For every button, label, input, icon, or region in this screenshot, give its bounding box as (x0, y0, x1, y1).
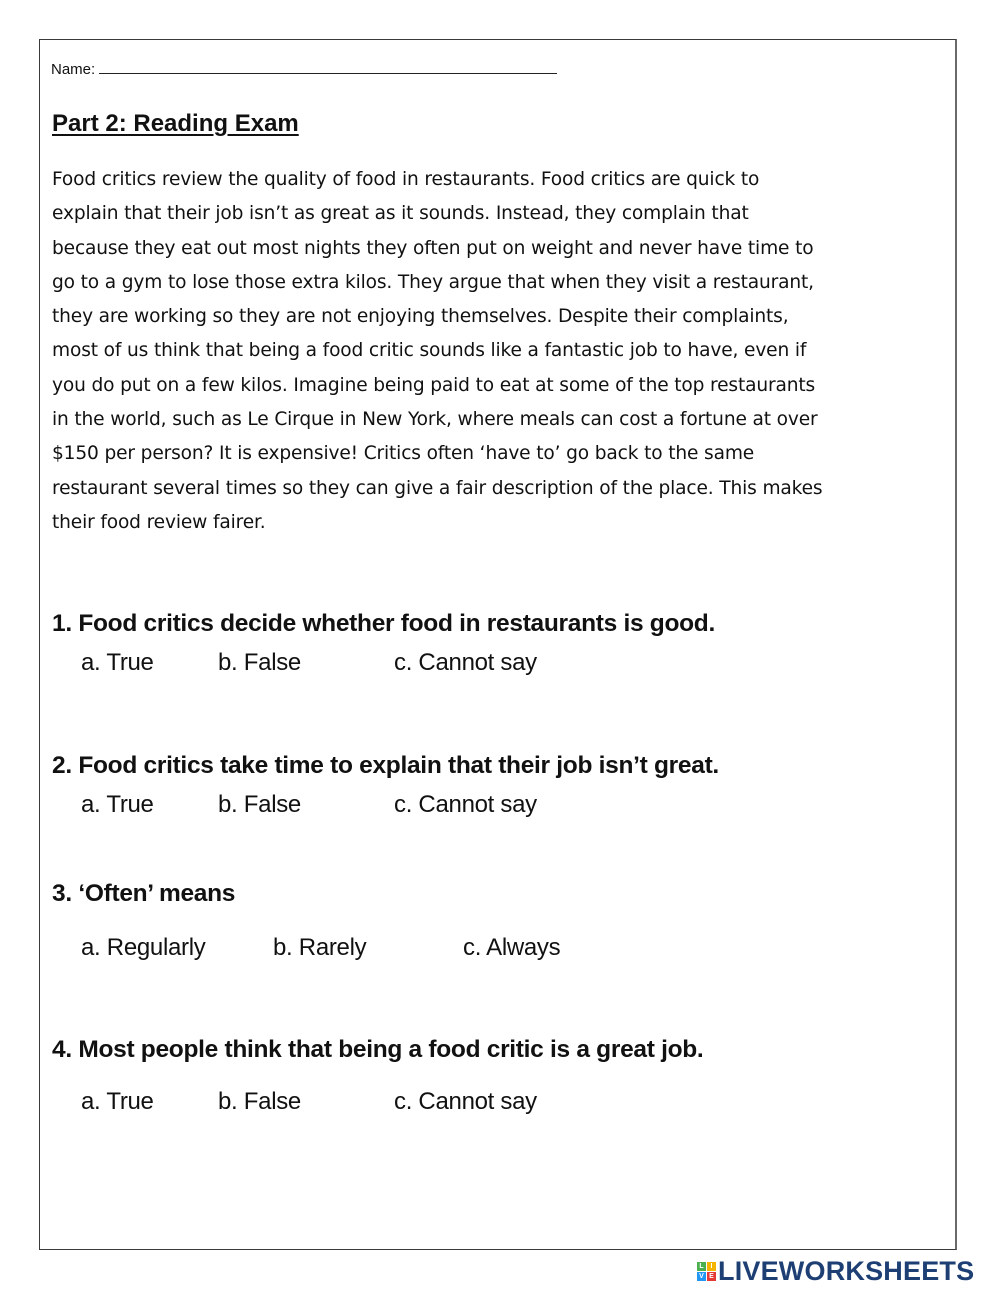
passage-line: their food review fairer. (52, 511, 266, 533)
passage-line: explain that their job isn’t as great as it sounds. Instead, they complain that (52, 203, 749, 225)
reading-passage (52, 163, 954, 540)
logo-letter-l: L (697, 1262, 706, 1271)
option-c[interactable]: c. Cannot say (394, 791, 537, 818)
option-b[interactable]: b. Rarely (273, 934, 367, 961)
question-4: 4. Most people think that being a food critic is a great job. (52, 1036, 704, 1063)
logo-text: LIVEWORKSHEETS (718, 1255, 975, 1286)
passage-line: in the world, such as Le Cirque in New York, where meals can cost a fortune at over (52, 409, 818, 431)
liveworksheets-logo (697, 1257, 974, 1285)
logo-icon (697, 1262, 716, 1281)
option-c[interactable]: c. Cannot say (394, 1088, 537, 1115)
passage-line: $150 per person? It is expensive! Critics often ‘have to’ go back to the same (52, 443, 755, 465)
passage-line: they are working so they are not enjoying themselves. Despite their complaints, (52, 306, 789, 328)
option-c[interactable]: c. Cannot say (394, 649, 537, 676)
name-field (51, 61, 557, 78)
passage-line: Food critics review the quality of food in restaurants. Food critics are quick to (52, 169, 760, 190)
option-a[interactable]: a. Regularly (81, 934, 206, 961)
question-3-options (81, 934, 781, 966)
passage-line: go to a gym to lose those extra kilos. They argue that when they visit a restaurant, (52, 271, 814, 293)
question-1: 1. Food critics decide whether food in restaurants is good. (52, 610, 715, 637)
option-b[interactable]: b. False (218, 1088, 301, 1115)
logo-letter-i: I (707, 1262, 716, 1271)
logo-letter-v: V (697, 1272, 706, 1281)
question-1-options (81, 649, 781, 681)
question-3: 3. ‘Often’ means (52, 880, 236, 907)
option-c[interactable]: c. Always (463, 934, 561, 961)
passage-line: most of us think that being a food critic sounds like a fantastic job to have, even if (52, 340, 807, 362)
passage-line: restaurant several times so they can give a fair description of the place. This makes (52, 477, 823, 499)
worksheet-title: Part 2: Reading Exam (52, 110, 299, 137)
question-2-options (81, 791, 781, 823)
name-label: Name: (51, 61, 96, 78)
question-4-options (81, 1088, 781, 1120)
passage-line: you do put on a few kilos. Imagine being paid to eat at some of the top restaurants (52, 374, 816, 396)
option-a[interactable]: a. True (81, 649, 154, 676)
name-blank[interactable] (99, 61, 557, 74)
option-a[interactable]: a. True (81, 791, 154, 818)
option-b[interactable]: b. False (218, 649, 301, 676)
question-2: 2. Food critics take time to explain that their job isn’t great. (52, 752, 719, 779)
option-b[interactable]: b. False (218, 791, 301, 818)
passage-line: because they eat out most nights they often put on weight and never have time to (52, 237, 814, 259)
option-a[interactable]: a. True (81, 1088, 154, 1115)
logo-letter-e: E (707, 1272, 716, 1281)
